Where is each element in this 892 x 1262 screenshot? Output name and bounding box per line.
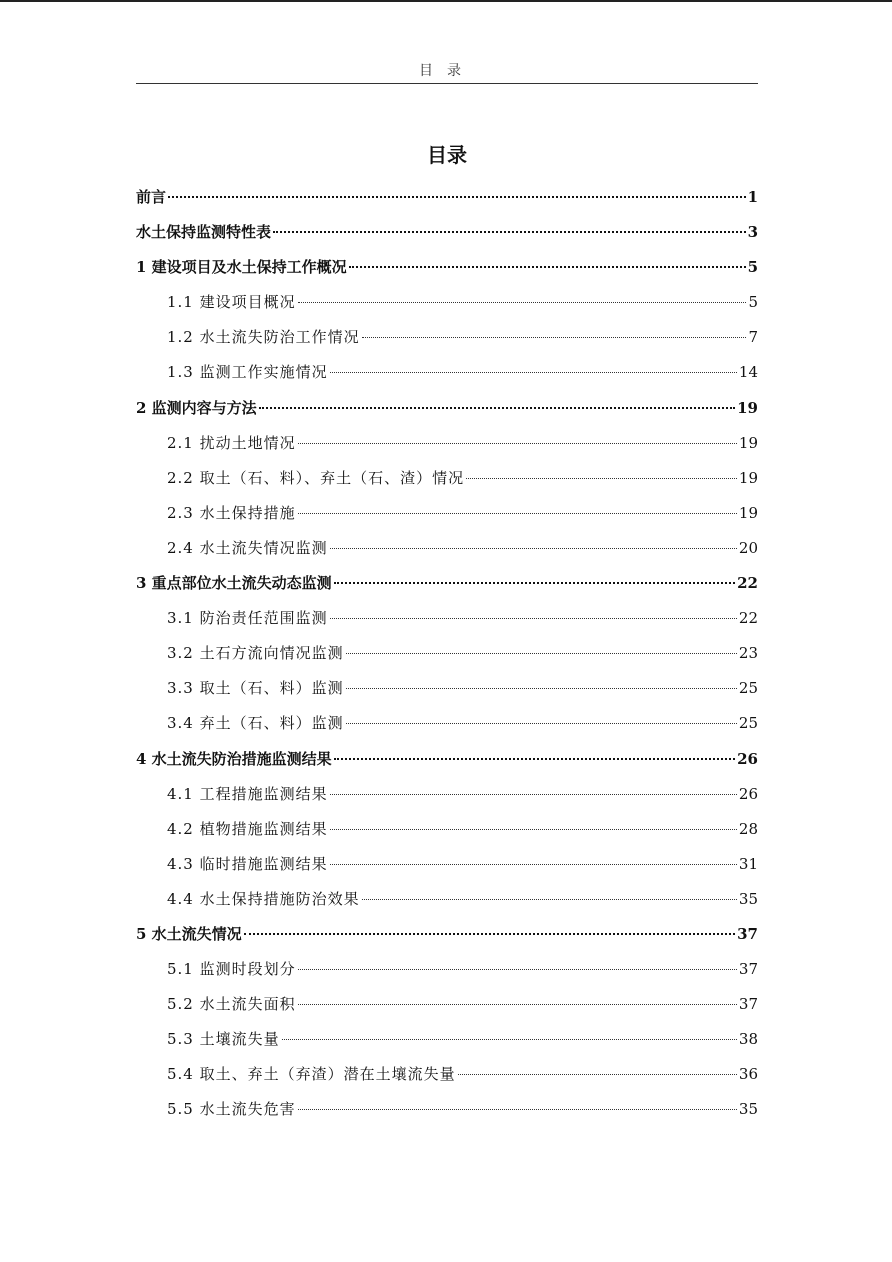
toc-entry-page-number: 23 xyxy=(738,644,758,663)
toc-entry[interactable] xyxy=(136,285,758,320)
toc-entry[interactable] xyxy=(136,847,758,882)
toc-dot-leader xyxy=(273,231,746,233)
toc-entry-page-number: 1 xyxy=(747,188,758,206)
toc-dot-leader xyxy=(298,969,737,970)
toc-entry[interactable] xyxy=(136,355,758,390)
toc-dot-leader xyxy=(330,829,737,830)
toc-entry[interactable] xyxy=(136,742,758,777)
toc-entry-page-number: 19 xyxy=(738,433,758,452)
toc-entry[interactable] xyxy=(136,601,758,636)
toc-dot-leader xyxy=(298,513,737,514)
toc-entry-label: 3.2 土石方流向情况监测 xyxy=(167,644,344,663)
toc-dot-leader xyxy=(362,899,737,900)
toc-entry[interactable] xyxy=(136,180,758,215)
toc-entry[interactable] xyxy=(136,496,758,531)
toc-entry-label: 5 水土流失情况 xyxy=(136,924,242,943)
toc-entry-label: 1.2 水土流失防治工作情况 xyxy=(167,328,360,347)
toc-entry-page-number: 35 xyxy=(738,889,758,908)
toc-entry[interactable] xyxy=(136,636,758,671)
toc-entry-page-number: 31 xyxy=(738,854,758,873)
toc-entry-label: 2.3 水土保持措施 xyxy=(167,503,296,522)
toc-dot-leader xyxy=(466,478,737,479)
toc-entry[interactable] xyxy=(136,777,758,812)
toc-dot-leader xyxy=(298,1109,737,1110)
toc-dot-leader xyxy=(330,548,737,549)
running-header: 目录 xyxy=(419,63,475,79)
toc-entry-label: 3 重点部位水土流失动态监测 xyxy=(136,574,332,593)
toc-entry[interactable] xyxy=(136,987,758,1022)
toc-entry-page-number: 38 xyxy=(738,1030,758,1049)
toc-entry[interactable] xyxy=(136,706,758,741)
toc-entry-label: 5.1 监测时段划分 xyxy=(167,960,296,979)
toc-entry[interactable] xyxy=(136,882,758,917)
toc-entry-page-number: 26 xyxy=(738,784,758,803)
toc-entry-label: 1.3 监测工作实施情况 xyxy=(167,363,328,382)
toc-dot-leader xyxy=(282,1039,737,1040)
toc-entry-label: 5.2 水土流失面积 xyxy=(167,995,296,1014)
toc-entry[interactable] xyxy=(136,671,758,706)
page-top-border xyxy=(0,0,892,2)
toc-entry-page-number: 7 xyxy=(748,328,758,347)
toc-entry[interactable] xyxy=(136,917,758,952)
toc-entry[interactable] xyxy=(136,320,758,355)
toc-entry[interactable] xyxy=(136,1057,758,1092)
toc-entry-page-number: 25 xyxy=(738,679,758,698)
toc-entry[interactable] xyxy=(136,531,758,566)
toc-entry[interactable] xyxy=(136,250,758,285)
toc-dot-leader xyxy=(334,758,735,760)
toc-entry[interactable] xyxy=(136,1092,758,1127)
toc-entry-page-number: 26 xyxy=(737,749,758,768)
toc-dot-leader xyxy=(458,1074,737,1075)
toc-dot-leader xyxy=(330,618,737,619)
toc-entry-label: 水土保持监测特性表 xyxy=(136,223,272,242)
toc-entry[interactable] xyxy=(136,952,758,987)
toc-entry[interactable] xyxy=(136,1022,758,1057)
toc-entry[interactable] xyxy=(136,812,758,847)
toc-entry-label: 3.1 防治责任范围监测 xyxy=(167,609,328,628)
toc-entry-label: 2 监测内容与方法 xyxy=(136,398,257,417)
toc-dot-leader xyxy=(298,302,747,303)
toc-entry-label: 2.4 水土流失情况监测 xyxy=(167,538,328,557)
toc-entry-page-number: 36 xyxy=(738,1065,758,1084)
toc-entry-page-number: 14 xyxy=(738,363,758,382)
toc-entry-page-number: 5 xyxy=(748,293,758,312)
toc-entry-page-number: 3 xyxy=(747,223,758,242)
toc-title: 目录 xyxy=(427,143,467,167)
toc-entry[interactable] xyxy=(136,215,758,250)
toc-entry-page-number: 19 xyxy=(737,398,758,417)
toc-dot-leader xyxy=(298,443,737,444)
toc-entry-page-number: 5 xyxy=(747,258,758,277)
toc-entry-label: 3.3 取土（石、料）监测 xyxy=(167,679,344,698)
toc-entry[interactable] xyxy=(136,426,758,461)
toc-entry[interactable] xyxy=(136,391,758,426)
header-rule xyxy=(136,83,758,84)
toc-entry-page-number: 37 xyxy=(738,995,758,1014)
toc-entry[interactable] xyxy=(136,566,758,601)
toc-entry-label: 5.3 土壤流失量 xyxy=(167,1030,280,1049)
toc-entry-page-number: 35 xyxy=(738,1100,758,1119)
toc-dot-leader xyxy=(346,688,737,689)
toc-entry-label: 5.5 水土流失危害 xyxy=(167,1100,296,1119)
toc-entry-page-number: 22 xyxy=(737,574,758,593)
toc-entry-page-number: 19 xyxy=(738,503,758,522)
toc-entry-label: 5.4 取土、弃土（弃渣）潜在土壤流失量 xyxy=(167,1065,456,1084)
toc-entry-label: 1 建设项目及水土保持工作概况 xyxy=(136,258,347,277)
toc-entry-page-number: 37 xyxy=(737,924,758,943)
toc-entry-label: 4.4 水土保持措施防治效果 xyxy=(167,889,360,908)
toc-entry-label: 4 水土流失防治措施监测结果 xyxy=(136,749,332,768)
toc-dot-leader xyxy=(346,723,737,724)
toc-dot-leader xyxy=(330,794,737,795)
toc-dot-leader xyxy=(298,1004,737,1005)
toc-entry-page-number: 28 xyxy=(738,819,758,838)
toc-dot-leader xyxy=(349,266,746,268)
toc-entry[interactable] xyxy=(136,461,758,496)
toc-entry-page-number: 22 xyxy=(738,609,758,628)
toc-dot-leader xyxy=(244,933,735,935)
toc-dot-leader xyxy=(346,653,737,654)
toc-dot-leader xyxy=(362,337,747,338)
toc-entry-label: 3.4 弃土（石、料）监测 xyxy=(167,714,344,733)
toc-entry-label: 4.2 植物措施监测结果 xyxy=(167,819,328,838)
toc-entry-page-number: 25 xyxy=(738,714,758,733)
toc-dot-leader xyxy=(334,582,735,584)
toc-entry-label: 2.1 扰动土地情况 xyxy=(167,433,296,452)
toc-dot-leader xyxy=(330,864,737,865)
toc-entry-page-number: 20 xyxy=(738,538,758,557)
toc-entry-page-number: 19 xyxy=(738,468,758,487)
toc-dot-leader xyxy=(168,196,746,198)
toc-dot-leader xyxy=(259,407,735,409)
toc-entry-label: 4.3 临时措施监测结果 xyxy=(167,854,328,873)
toc-entry-page-number: 37 xyxy=(738,960,758,979)
toc-entry-label: 前言 xyxy=(136,188,167,206)
toc-dot-leader xyxy=(330,372,737,373)
table-of-contents xyxy=(136,180,758,1128)
toc-entry-label: 2.2 取土（石、料）、弃土（石、渣）情况 xyxy=(167,468,465,487)
toc-entry-label: 1.1 建设项目概况 xyxy=(167,293,296,312)
toc-entry-label: 4.1 工程措施监测结果 xyxy=(167,784,328,803)
